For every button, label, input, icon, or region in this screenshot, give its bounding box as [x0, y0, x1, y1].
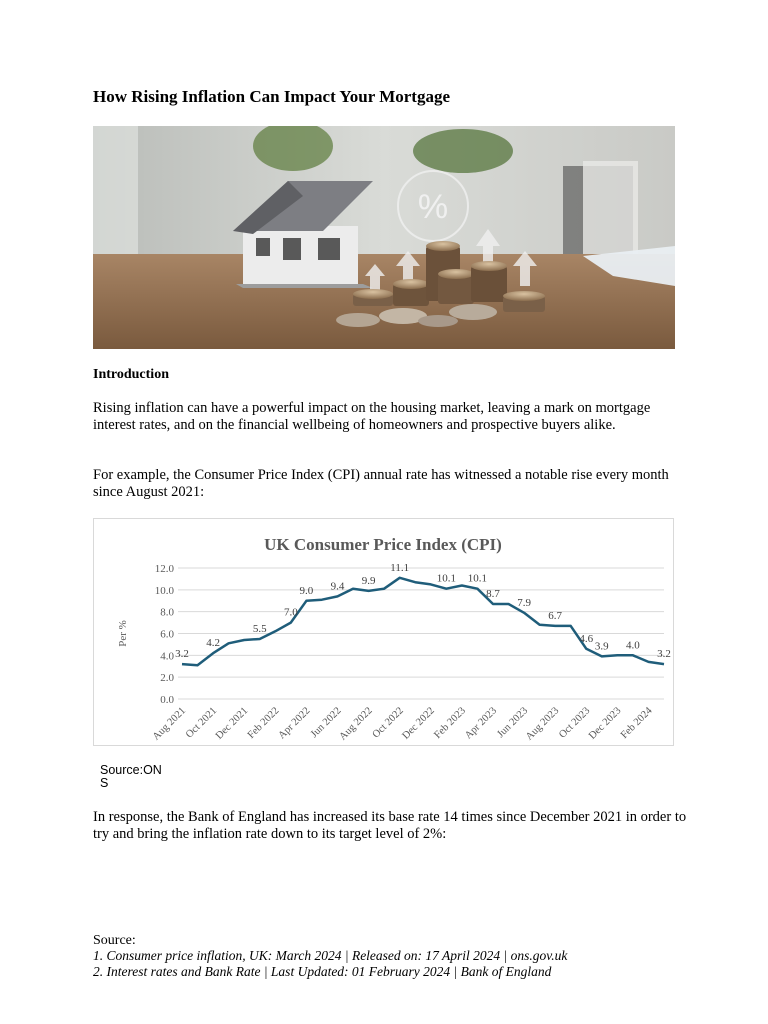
y-tick-label: 4.0 — [160, 650, 174, 663]
reference-2: 2. Interest rates and Bank Rate | Last Updated: 01 February 2024 | Bank of England — [93, 964, 552, 979]
chart-source-label: Source:ONS — [100, 763, 162, 790]
sources-label: Source: — [93, 933, 136, 948]
x-tick-label: Dec 2023 — [587, 705, 624, 742]
x-tick-label: Feb 2022 — [245, 705, 282, 741]
x-tick-label: Oct 2021 — [184, 705, 220, 741]
document-title: How Rising Inflation Can Impact Your Mortgage — [93, 87, 451, 106]
data-label: 9.0 — [299, 584, 314, 597]
y-tick-label: 2.0 — [160, 672, 174, 685]
data-label: 10.1 — [436, 572, 456, 585]
cpi-paragraph: For example, the Consumer Price Index (CPI) annual rate has witnessed a notable rise every month since August 2021: — [93, 467, 669, 500]
bank-of-england-paragraph: In response, the Bank of England has increased its base rate 14 times since December 2021 in order to try and bring the inflation rate down to its target level of 2%: — [93, 809, 687, 842]
data-label: 3.2 — [657, 648, 671, 661]
introduction-heading: Introduction — [93, 367, 169, 382]
x-tick-label: Aug 2021 — [150, 705, 189, 743]
cpi-series-line — [182, 578, 664, 665]
x-tick-label: Apr 2022 — [276, 705, 313, 742]
y-tick-label: 12.0 — [154, 563, 174, 575]
y-tick-label: 6.0 — [160, 628, 174, 641]
hero-image-house-and-coins — [93, 126, 675, 349]
x-tick-label: Dec 2021 — [213, 705, 251, 742]
data-label: 4.6 — [579, 632, 594, 645]
x-tick-label: Feb 2023 — [432, 705, 468, 741]
x-tick-label: Apr 2023 — [463, 705, 500, 742]
data-label: 8.7 — [486, 588, 500, 601]
data-label: 6.7 — [548, 609, 563, 622]
y-tick-label: 0.0 — [160, 694, 174, 706]
x-tick-label: Oct 2022 — [370, 705, 406, 741]
data-label: 11.1 — [390, 561, 410, 574]
data-label: 3.2 — [175, 648, 189, 661]
hero-illustration — [93, 126, 675, 349]
cpi-chart-svg — [94, 519, 673, 745]
data-label: 7.9 — [517, 596, 531, 609]
x-tick-label: Aug 2023 — [524, 705, 562, 743]
y-axis-label: Per % — [117, 620, 129, 647]
percent-icon-text: % — [417, 188, 449, 226]
data-label: 9.4 — [330, 580, 345, 593]
x-tick-label: Jun 2022 — [308, 705, 344, 741]
x-tick-label: Feb 2024 — [618, 705, 655, 741]
x-tick-label: Jun 2023 — [495, 705, 531, 741]
data-label: 3.9 — [594, 640, 609, 653]
reference-1: 1. Consumer price inflation, UK: March 2024 | Released on: 17 April 2024 | ons.gov.uk — [93, 948, 568, 963]
data-label: 5.5 — [252, 622, 267, 635]
chart-title: UK Consumer Price Index (CPI) — [264, 535, 502, 554]
y-tick-label: 10.0 — [154, 584, 174, 597]
cpi-chart — [93, 518, 674, 746]
y-tick-label: 8.0 — [160, 606, 174, 619]
window-light — [93, 126, 138, 256]
data-label: 9.9 — [361, 574, 376, 587]
data-label: 4.2 — [206, 637, 220, 650]
plant-blur-right — [413, 129, 513, 173]
x-tick-label: Oct 2023 — [557, 705, 593, 741]
data-label: 4.0 — [626, 639, 640, 652]
data-label: 10.1 — [467, 572, 488, 585]
background-book — [583, 161, 638, 261]
x-tick-label: Dec 2022 — [400, 705, 437, 742]
data-label: 7.0 — [283, 606, 298, 619]
x-tick-label: Aug 2022 — [337, 705, 375, 743]
intro-paragraph: Rising inflation can have a powerful impact on the housing market, leaving a mark on mortgage interest rates, and on the financial wellbeing of homeowners and prospective buyers alike. — [93, 400, 651, 433]
